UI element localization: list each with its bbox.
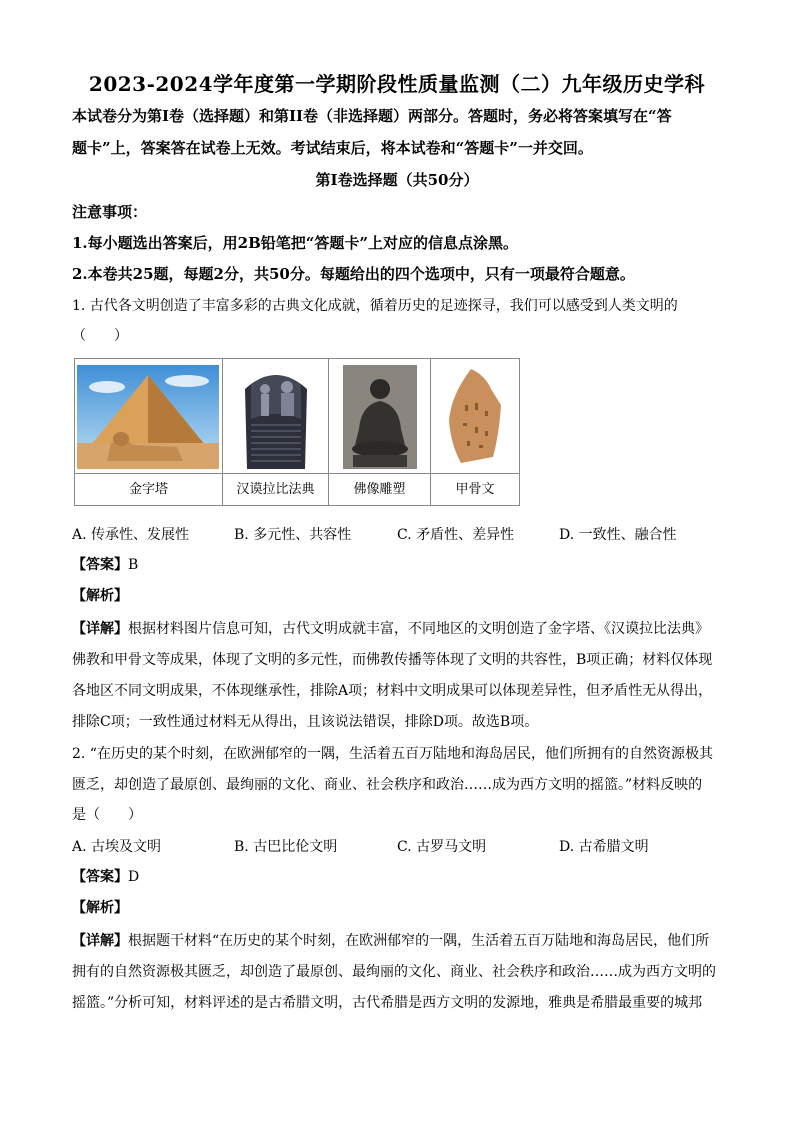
q2-options [72, 836, 722, 856]
note-2: 2.本卷共25题，每题2分，共50分。每题给出的四个选项中，只有一项最符合题意。 [72, 265, 635, 283]
q2-analysis [72, 898, 722, 918]
q2-option-d[interactable]: D. 古希腊文明 [559, 839, 649, 855]
pyramid-image [77, 365, 219, 469]
q2-detail-tag: 【详解】 [72, 933, 128, 949]
q2-detail-line-2: 拥有的自然资源极其匮乏，却创造了最原创、最绚丽的文化、商业、社会秩序和政治……成为西方文明的 [72, 964, 716, 980]
q1-figure-table [74, 358, 520, 506]
caption-buddha: 佛像雕塑 [329, 473, 430, 506]
q2-answer-value: D [128, 869, 140, 885]
q1-detail-line-3: 各地区不同文明成果，不体现继承性，排除A项；材料中文明成果可以体现差异性，但矛盾性无从得出， [72, 683, 713, 699]
q2-detail-line-1 [72, 931, 722, 951]
figure-cell-buddha [329, 359, 431, 505]
notes-heading: 注意事项： [72, 203, 148, 221]
q2-answer-tag: 【答案】 [72, 869, 128, 885]
hammurabi-stele-image [237, 365, 315, 469]
q1-detail-text-1: 根据材料图片信息可知，古代文明成就丰富，不同地区的文明创造了金字塔、《汉谟拉比法典》 [128, 621, 709, 637]
q1-detail-tag: 【详解】 [72, 621, 128, 637]
intro-line-1: 本试卷分为第Ⅰ卷（选择题）和第II卷（非选择题）两部分。答题时，务必将答案填写在“答 [72, 107, 672, 125]
figure-cell-hammurabi [223, 359, 329, 505]
q1-option-c[interactable]: C. 矛盾性、差异性 [397, 527, 515, 543]
q1-answer-tag: 【答案】 [72, 557, 128, 573]
q1-detail-line-1 [72, 619, 722, 639]
q2-answer [72, 867, 722, 887]
figure-cell-pyramid [75, 359, 223, 505]
caption-hammurabi: 汉谟拉比法典 [223, 473, 328, 506]
q1-analysis-tag: 【解析】 [72, 588, 128, 604]
q2-detail-text-1: 根据题干材料“在历史的某个时刻，在欧洲郁窄的一隅，生活着五百万陆地和海岛居民，他们所 [128, 933, 710, 949]
q2-stem-line-2: 匮乏，却创造了最原创、最绚丽的文化、商业、社会秩序和政治……成为西方文明的摇篮。”材料反映的 [72, 777, 703, 793]
q1-option-d[interactable]: D. 一致性、融合性 [559, 527, 677, 543]
q1-option-a[interactable]: A. 传承性、发展性 [72, 527, 190, 543]
q1-options [72, 524, 722, 544]
q2-stem-line-3: 是（ ） [72, 807, 142, 823]
q2-option-b[interactable]: B. 古巴比伦文明 [234, 839, 338, 855]
caption-oracle-bone: 甲骨文 [431, 473, 519, 506]
q2-option-c[interactable]: C. 古罗马文明 [397, 839, 487, 855]
q2-analysis-tag: 【解析】 [72, 900, 128, 916]
caption-pyramid: 金字塔 [75, 473, 222, 506]
q2-detail-line-3: 摇篮。”分析可知，材料评述的是古希腊文明，古代希腊是西方文明的发源地，雅典是希腊最重要的城邦 [72, 995, 703, 1011]
exam-title: 2023-2024学年度第一学期阶段性质量监测（二）九年级历史学科 [88, 72, 706, 96]
q1-stem-line-2: （ ） [72, 328, 128, 344]
q2-option-a[interactable]: A. 古埃及文明 [72, 839, 162, 855]
q2-stem-line-1: 2. “在历史的某个时刻，在欧洲郁窄的一隅，生活着五百万陆地和海岛居民，他们所拥有的自然资源极其 [72, 746, 713, 762]
q1-option-b[interactable]: B. 多元性、共容性 [234, 527, 352, 543]
q1-stem-line-1: 1. 古代各文明创造了丰富多彩的古典文化成就，循着历史的足迹探寻，我们可以感受到人类文明的 [72, 298, 678, 314]
intro-line-2: 题卡”上，答案答在试卷上无效。考试结束后，将本试卷和“答题卡”一并交回。 [72, 139, 593, 157]
q1-analysis [72, 586, 722, 606]
note-1: 1.每小题选出答案后，用2B铅笔把“答题卡”上对应的信息点涂黑。 [72, 234, 519, 252]
q1-answer-value: B [128, 557, 139, 573]
q1-detail-line-2: 佛教和甲骨文等成果，体现了文明的多元性，而佛教传播等体现了文明的共容性，B项正确；材料仅体现 [72, 652, 713, 668]
section-title: 第Ⅰ卷选择题（共50分） [315, 171, 479, 189]
q1-detail-line-4: 排除C项；一致性通过材料无从得出，且该说法错误，排除D项。故选B项。 [72, 714, 539, 730]
buddha-statue-image [343, 365, 417, 469]
q1-answer [72, 555, 722, 575]
figure-cell-oracle-bone [431, 359, 519, 505]
oracle-bone-image [441, 365, 509, 469]
